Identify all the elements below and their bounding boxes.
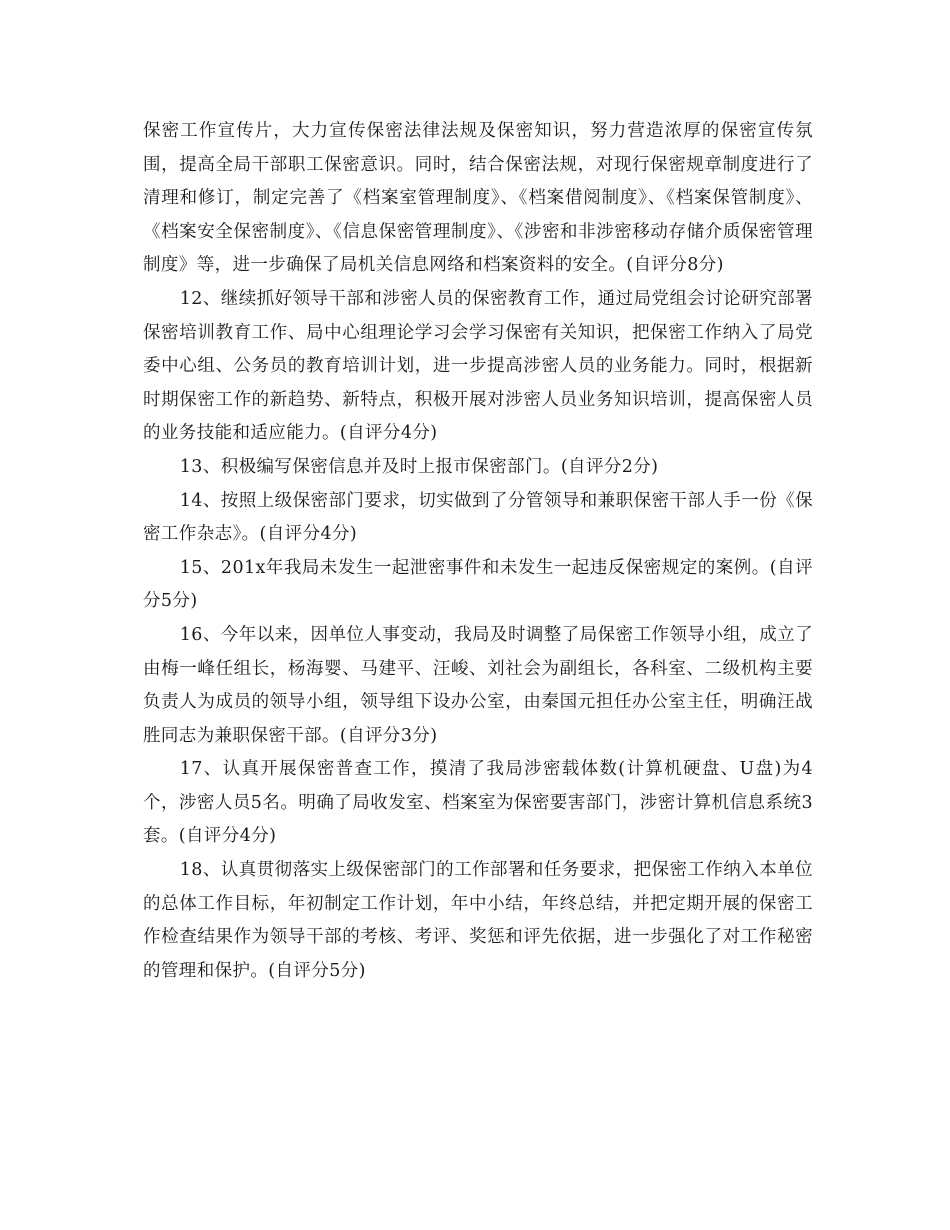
- paragraph-item-18: 18、认真贯彻落实上级保密部门的工作部署和任务要求，把保密工作纳入本单位的总体工作目标，年初制定工作计划，年中小结，年终总结，并把定期开展的保密工作检查结果作为领导干部的考核、考评、奖惩和评先依据，进一步强化了对工作秘密的管理和保护。(自评分5分): [143, 860, 813, 981]
- document-body: [143, 115, 813, 988]
- paragraph-item-14: 14、按照上级保密部门要求，切实做到了分管领导和兼职保密干部人手一份《保密工作杂志》。(自评分4分): [143, 490, 813, 545]
- paragraph-item-17: 17、认真开展保密普查工作，摸清了我局涉密载体数(计算机硬盘、U盘)为4个，涉密人员5名。明确了局收发室、档案室为保密要害部门，涉密计算机信息系统3套。(自评分4分): [143, 759, 813, 847]
- paragraph-item-12: 12、继续抓好领导干部和涉密人员的保密教育工作，通过局党组会讨论研究部署保密培训教育工作、局中心组理论学习会学习保密有关知识，把保密工作纳入了局党委中心组、公务员的教育培训计划，进一步提高涉密人员的业务能力。同时，根据新时期保密工作的新趋势、新特点，积极开展对涉密人员业务知识培训，提高保密人员的业务技能和适应能力。(自评分4分): [143, 288, 813, 444]
- paragraph-item-16: 16、今年以来，因单位人事变动，我局及时调整了局保密工作领导小组，成立了由梅一峰任组长，杨海婴、马建平、汪峻、刘社会为副组长，各科室、二级机构主要负责人为成员的领导小组，领导组下设办公室，由秦国元担任办公室主任，明确汪战胜同志为兼职保密干部。(自评分3分): [143, 624, 813, 746]
- paragraph-item-15: 15、201x年我局未发生一起泄密事件和未发生一起违反保密规定的案例。(自评分5分): [143, 557, 813, 612]
- paragraph-item-13: 13、积极编写保密信息并及时上报市保密部门。(自评分2分): [179, 456, 659, 477]
- paragraph-continuation: 保密工作宣传片，大力宣传保密法律法规及保密知识，努力营造浓厚的保密宣传氛围，提高全局干部职工保密意识。同时，结合保密法规，对现行保密规章制度进行了清理和修订，制定完善了《档案室管理制度》、《档案借阅制度》、《档案保管制度》、《档案安全保密制度》、《信息保密管理制度》、《涉密和非涉密移动存储介质保密管理制度》等，进一步确保了局机关信息网络和档案资料的安全。(自评分8分): [143, 121, 813, 276]
